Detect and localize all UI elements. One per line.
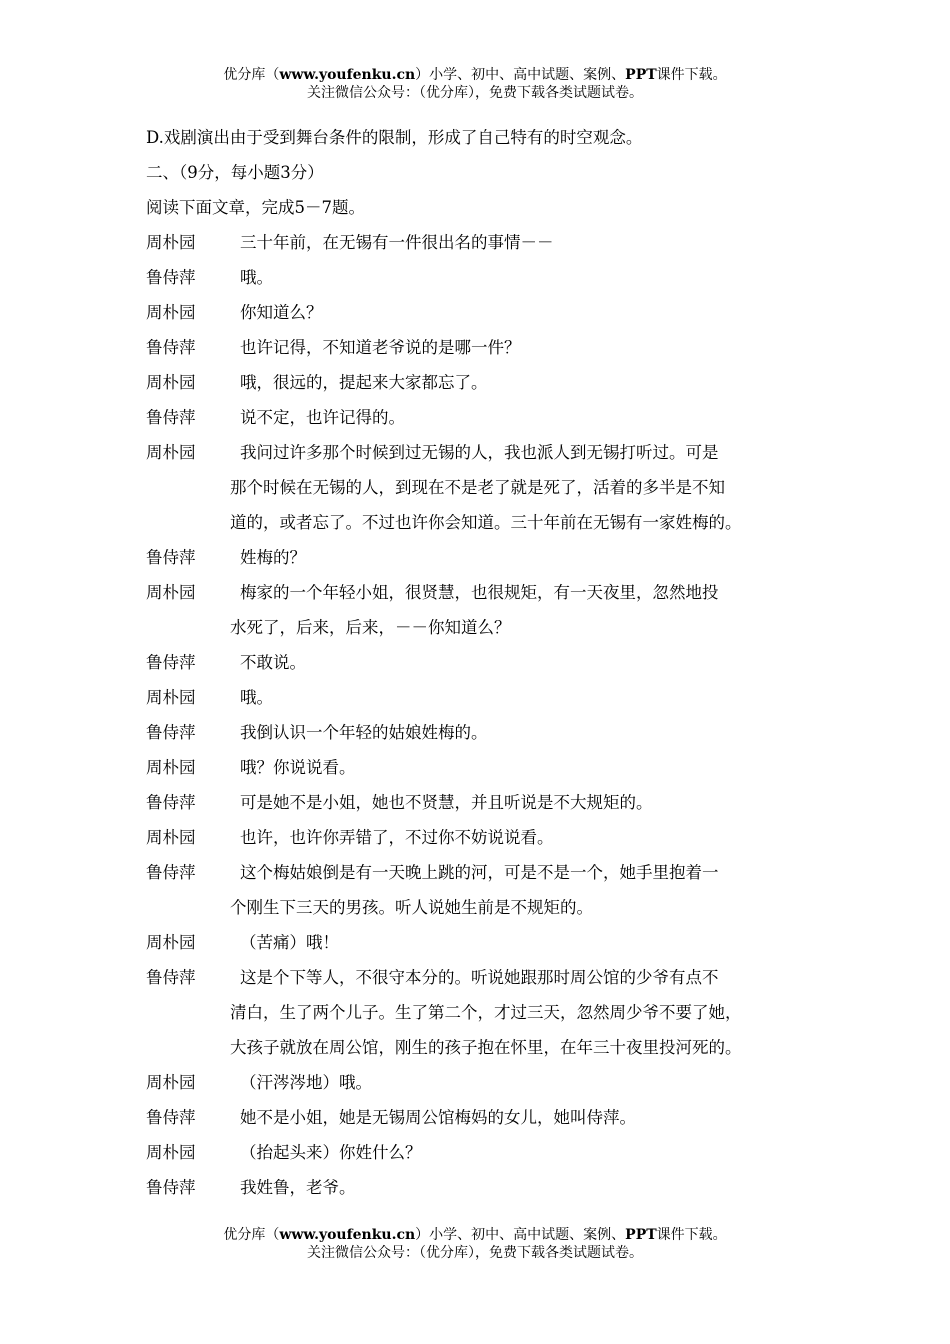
speaker-name: 鲁侍萍 xyxy=(146,548,196,567)
dialogue-line xyxy=(146,785,826,820)
dialogue-line xyxy=(146,505,826,540)
dialogue xyxy=(146,225,826,1205)
dialogue-line xyxy=(146,610,826,645)
dialogue-line xyxy=(146,470,826,505)
speaker-name: 周朴园 xyxy=(146,303,196,322)
speech-text: 三十年前，在无锡有一件很出名的事情－－ xyxy=(240,233,554,252)
dialogue-line xyxy=(146,925,826,960)
speech-text: （苦痛）哦！ xyxy=(240,933,339,952)
speaker-name: 周朴园 xyxy=(146,828,196,847)
speaker-name: 周朴园 xyxy=(146,688,196,707)
instruction: 阅读下面文章，完成5－7题。 xyxy=(146,198,365,217)
dialogue-line xyxy=(146,540,826,575)
footer-line-2: 关注微信公众号：（优分库），免费下载各类试题试卷。 xyxy=(307,1245,643,1261)
footer-site: www.youfenku.cn xyxy=(279,1227,416,1243)
speaker-name: 鲁侍萍 xyxy=(146,268,196,287)
speech-text: 个刚生下三天的男孩。听人说她生前是不规矩的。 xyxy=(230,898,593,917)
speech-text: 大孩子就放在周公馆，刚生的孩子抱在怀里，在年三十夜里投河死的。 xyxy=(230,1038,742,1057)
dialogue-line xyxy=(146,855,826,890)
speech-text: 也许记得，不知道老爷说的是哪一件？ xyxy=(240,338,521,357)
dialogue-line xyxy=(146,1030,826,1065)
speech-text: 也许，也许你弄错了，不过你不妨说说看。 xyxy=(240,828,554,847)
dialogue-line xyxy=(146,1065,826,1100)
speech-text: 清白，生了两个儿子。生了第二个，才过三天，忽然周少爷不要了她， xyxy=(230,1003,742,1022)
dialogue-line xyxy=(146,575,826,610)
page-header xyxy=(0,66,950,102)
speech-text: 哦。 xyxy=(240,688,273,707)
dialogue-line xyxy=(146,645,826,680)
speech-text: 我姓鲁，老爷。 xyxy=(240,1178,356,1197)
dialogue-line xyxy=(146,715,826,750)
speaker-name: 周朴园 xyxy=(146,373,196,392)
page-footer xyxy=(0,1226,950,1262)
speaker-name: 周朴园 xyxy=(146,233,196,252)
dialogue-line xyxy=(146,820,826,855)
header-line-1: 优分库（www.youfenku.cn）小学、初中、高中试题、案例、PPT课件下载。 xyxy=(223,67,727,83)
dialogue-line xyxy=(146,365,826,400)
dialogue-line xyxy=(146,435,826,470)
speech-text: 道的，或者忘了。不过也许你会知道。三十年前在无锡有一家姓梅的。 xyxy=(230,513,742,532)
speech-text: 那个时候在无锡的人，到现在不是老了就是死了，活着的多半是不知 xyxy=(230,478,725,497)
speech-text: 这是个下等人，不很守本分的。听说她跟那时周公馆的少爷有点不 xyxy=(240,968,719,987)
speech-text: 说不定，也许记得的。 xyxy=(240,408,405,427)
speech-text: 水死了，后来，后来，－－你知道么？ xyxy=(230,618,511,637)
dialogue-line xyxy=(146,225,826,260)
speaker-name: 鲁侍萍 xyxy=(146,653,196,672)
dialogue-line xyxy=(146,1100,826,1135)
speech-text: 哦？你说说看。 xyxy=(240,758,356,777)
speech-text: 你知道么？ xyxy=(240,303,323,322)
option-d: D.戏剧演出由于受到舞台条件的限制，形成了自己特有的时空观念。 xyxy=(146,128,643,147)
dialogue-line xyxy=(146,1135,826,1170)
speaker-name: 周朴园 xyxy=(146,1143,196,1162)
dialogue-line xyxy=(146,890,826,925)
speaker-name: 鲁侍萍 xyxy=(146,1108,196,1127)
speech-text: 哦，很远的，提起来大家都忘了。 xyxy=(240,373,488,392)
speech-text: （抬起头来）你姓什么？ xyxy=(240,1143,422,1162)
dialogue-line xyxy=(146,330,826,365)
speaker-name: 鲁侍萍 xyxy=(146,723,196,742)
speaker-name: 周朴园 xyxy=(146,583,196,602)
section-heading: 二、（9分，每小题3分） xyxy=(146,163,324,182)
dialogue-line xyxy=(146,260,826,295)
speaker-name: 鲁侍萍 xyxy=(146,1178,196,1197)
speaker-name: 鲁侍萍 xyxy=(146,793,196,812)
footer-line-1: 优分库（www.youfenku.cn）小学、初中、高中试题、案例、PPT课件下载。 xyxy=(223,1227,727,1243)
header-line-2: 关注微信公众号：（优分库），免费下载各类试题试卷。 xyxy=(307,85,643,101)
dialogue-line xyxy=(146,995,826,1030)
speech-text: （汗涔涔地）哦。 xyxy=(240,1073,372,1092)
document-body xyxy=(146,120,826,1205)
speech-text: 不敢说。 xyxy=(240,653,306,672)
dialogue-line xyxy=(146,680,826,715)
speech-text: 梅家的一个年轻小姐，很贤慧，也很规矩，有一天夜里，忽然地投 xyxy=(240,583,719,602)
speech-text: 我倒认识一个年轻的姑娘姓梅的。 xyxy=(240,723,488,742)
speech-text: 姓梅的？ xyxy=(240,548,306,567)
speaker-name: 周朴园 xyxy=(146,1073,196,1092)
speech-text: 哦。 xyxy=(240,268,273,287)
speaker-name: 鲁侍萍 xyxy=(146,968,196,987)
dialogue-line xyxy=(146,400,826,435)
speaker-name: 鲁侍萍 xyxy=(146,408,196,427)
speaker-name: 周朴园 xyxy=(146,758,196,777)
speech-text: 我问过许多那个时候到过无锡的人，我也派人到无锡打听过。可是 xyxy=(240,443,719,462)
dialogue-line xyxy=(146,750,826,785)
speaker-name: 周朴园 xyxy=(146,443,196,462)
dialogue-line xyxy=(146,295,826,330)
dialogue-line xyxy=(146,1170,826,1205)
speech-text: 这个梅姑娘倒是有一天晚上跳的河，可是不是一个，她手里抱着一 xyxy=(240,863,719,882)
speaker-name: 鲁侍萍 xyxy=(146,338,196,357)
speech-text: 可是她不是小姐，她也不贤慧，并且听说是不大规矩的。 xyxy=(240,793,653,812)
speaker-name: 鲁侍萍 xyxy=(146,863,196,882)
speaker-name: 周朴园 xyxy=(146,933,196,952)
dialogue-line xyxy=(146,960,826,995)
speech-text: 她不是小姐，她是无锡周公馆梅妈的女儿，她叫侍萍。 xyxy=(240,1108,636,1127)
header-site: www.youfenku.cn xyxy=(279,67,416,83)
